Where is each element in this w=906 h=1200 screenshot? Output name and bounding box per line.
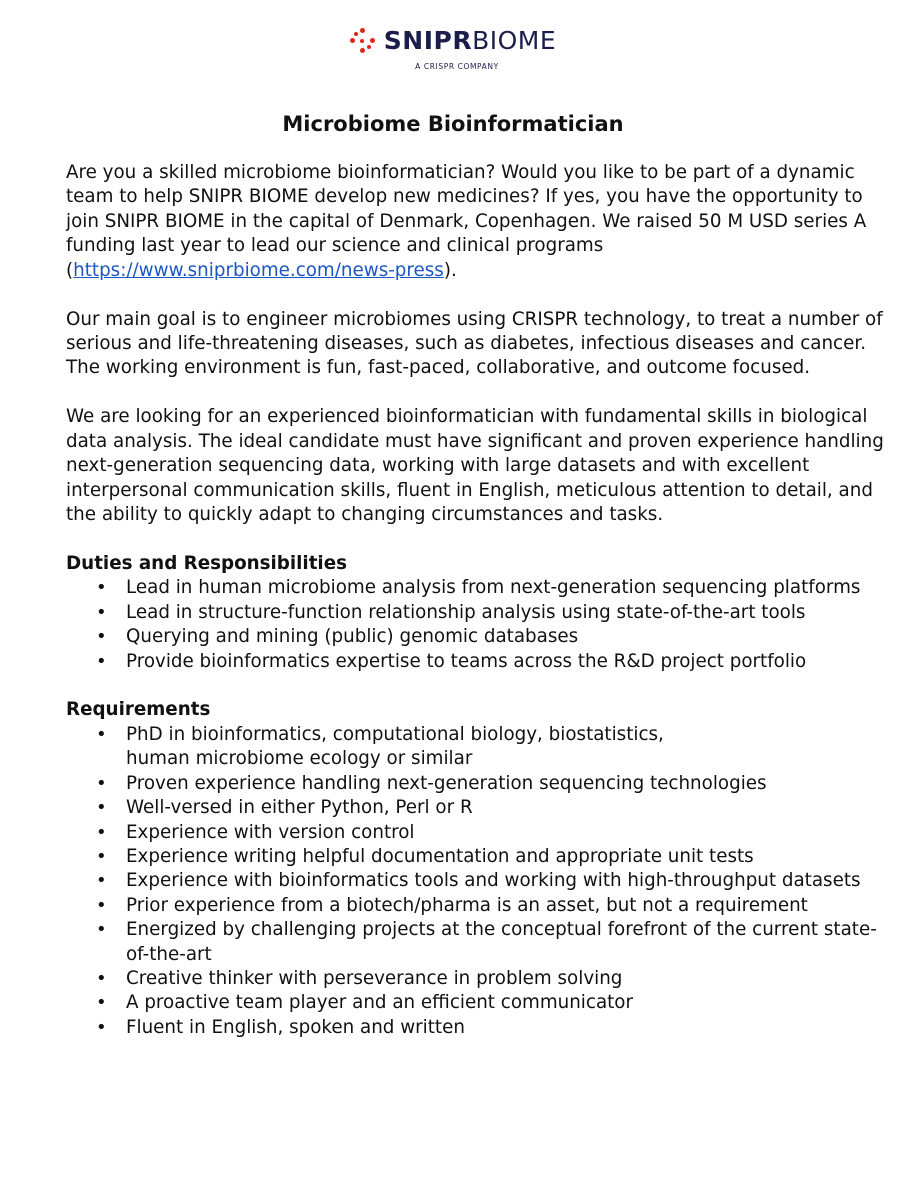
- list-item: • A proactive team player and an efficient communicator: [66, 991, 886, 1015]
- logo-dots-icon: [350, 28, 376, 54]
- page-title: Microbiome Bioinformatician: [282, 112, 624, 136]
- list-item: • Experience writing helpful documentation and appropriate unit tests: [66, 845, 886, 869]
- list-item: • Lead in human microbiome analysis from next-generation sequencing platforms: [66, 576, 886, 600]
- list-item: • Querying and mining (public) genomic databases: [66, 625, 886, 649]
- intro-paragraph-2: Our main goal is to engineer microbiomes using CRISPR technology, to treat a number of serious and life-threatening diseases, such as diabetes, infectious diseases and cancer. The working environment is fun, fast-paced, collaborative, and outcome focused.: [66, 308, 883, 379]
- list-item: • Provide bioinformatics expertise to teams across the R&D project portfolio: [66, 650, 886, 674]
- duties-list: [66, 576, 886, 674]
- intro-paragraph-3: We are looking for an experienced bioinformatician with fundamental skills in biological data analysis. The ideal candidate must have significant and proven experience handling next-generation sequencing data, working with large datasets and with excellent interpersonal communication skills, fluent in English, meticulous attention to detail, and the ability to quickly adapt to changing circumstances and tasks.: [66, 406, 884, 526]
- company-logo: [0, 26, 906, 58]
- list-item: • Experience with version control: [66, 821, 886, 845]
- logo-wordmark: [384, 26, 556, 56]
- list-item: • Well-versed in either Python, Perl or R: [66, 796, 886, 820]
- list-item: • Proven experience handling next-generation sequencing technologies: [66, 772, 886, 796]
- duties-heading: Duties and Responsibilities: [66, 553, 347, 575]
- logo-brand-light: BIOME: [472, 26, 557, 55]
- intro-paragraph-1: [66, 161, 886, 283]
- list-item: • Creative thinker with perseverance in problem solving: [66, 967, 886, 991]
- intro-p1-end: ).: [443, 259, 457, 281]
- list-item: • Fluent in English, spoken and written: [66, 1016, 886, 1040]
- news-press-link[interactable]: https://www.sniprbiome.com/news-press: [73, 259, 444, 281]
- list-item: [66, 723, 886, 772]
- list-item: • Lead in structure-function relationship analysis using state-of-the-art tools: [66, 601, 886, 625]
- requirements-list: [66, 723, 886, 1040]
- logo-brand-bold: SNIPR: [383, 26, 473, 55]
- job-description: [66, 161, 886, 1065]
- logo-tagline: A CRISPR COMPANY: [415, 62, 499, 71]
- intro-p1-text: Are you a skilled microbiome bioinformatician? Would you like to be part of a dynamic team to help SNIPR BIOME develop new medicines? If yes, you have the opportunity to join SNIPR BIOME in the capital of Denmark, Copenhagen. We raised 50 M USD series A funding last year to lead our science and clinical programs (: [66, 162, 867, 281]
- list-item: • Energized by challenging projects at the conceptual forefront of the current state-of-the-art: [66, 918, 886, 967]
- requirement-line-2: human microbiome ecology or similar: [126, 748, 473, 770]
- list-item: • Experience with bioinformatics tools and working with high-throughput datasets: [66, 869, 886, 893]
- requirements-heading: Requirements: [66, 699, 211, 721]
- requirement-line-1: PhD in bioinformatics, computational biology, biostatistics,: [126, 723, 664, 745]
- list-item: • Prior experience from a biotech/pharma is an asset, but not a requirement: [66, 894, 886, 918]
